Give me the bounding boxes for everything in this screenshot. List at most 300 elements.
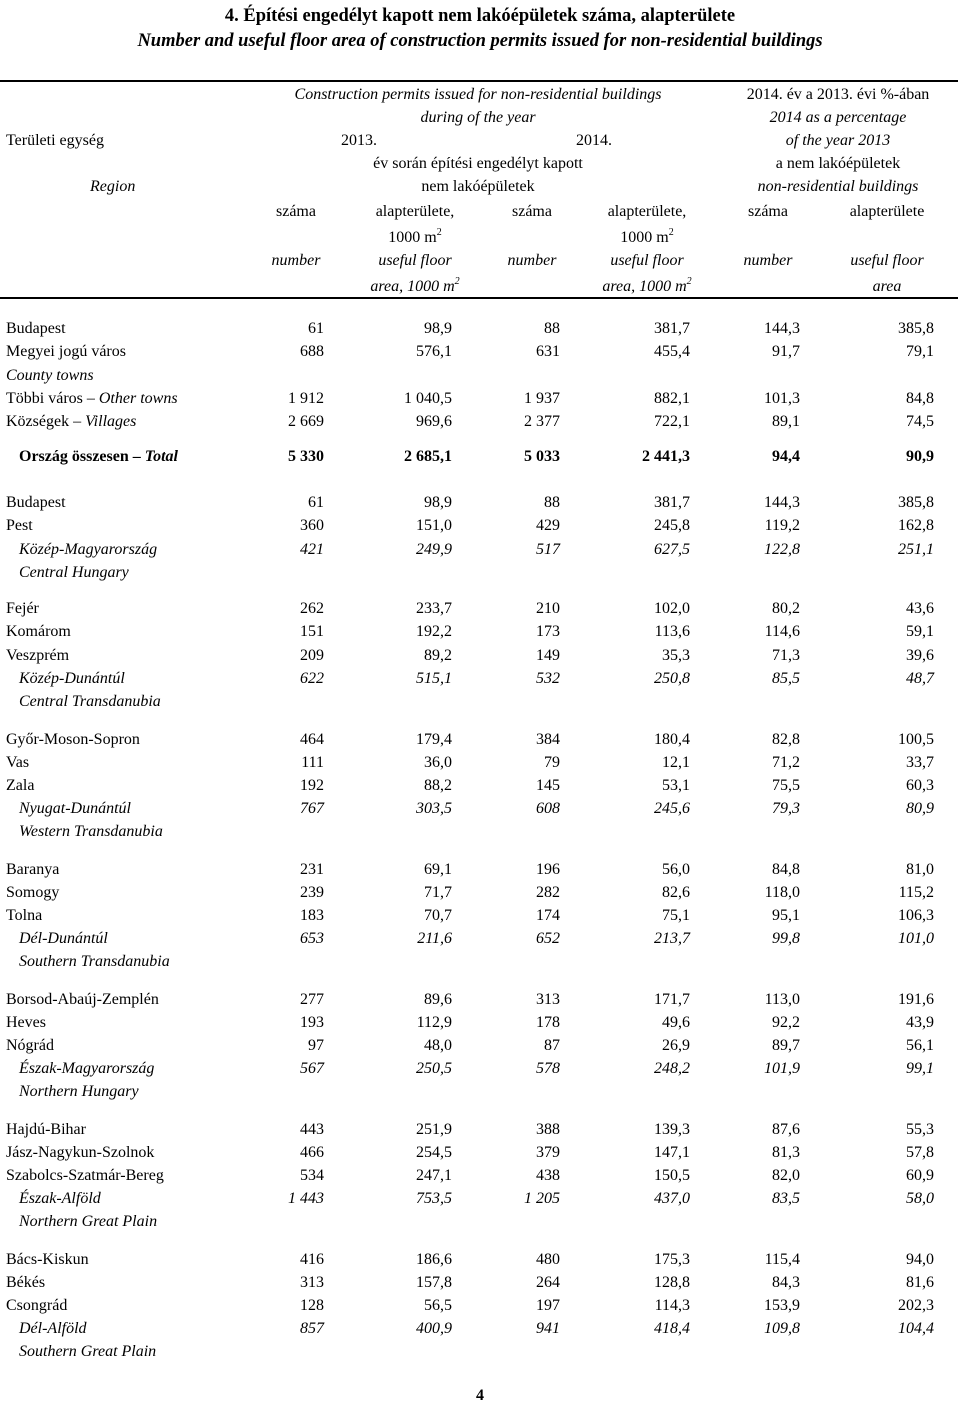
col-number-hu-2: száma xyxy=(512,203,552,220)
row-label: Pest xyxy=(6,517,33,534)
cell-value: 247,1 xyxy=(416,1167,452,1184)
cell-value: 466 xyxy=(300,1144,324,1161)
table-row xyxy=(0,1057,958,1080)
cell-value: 69,1 xyxy=(424,861,452,878)
header-pct-sub-en: non-residential buildings xyxy=(757,178,919,195)
cell-value: 89,6 xyxy=(424,991,452,1008)
col-area-en-area-3: area xyxy=(872,278,902,295)
cell-value: 653 xyxy=(300,930,324,947)
cell-value: 418,4 xyxy=(654,1320,690,1337)
cell-value: 515,1 xyxy=(416,670,452,687)
cell-value: 71,3 xyxy=(772,647,800,664)
cell-value: 70,7 xyxy=(424,907,452,924)
row-label: Szabolcs-Szatmár-Bereg xyxy=(6,1167,164,1184)
cell-value: 61 xyxy=(308,494,324,511)
cell-value: 191,6 xyxy=(898,991,934,1008)
cell-value: 2 377 xyxy=(524,413,560,430)
header-pct-en-2: of the year 2013 xyxy=(785,132,891,149)
cell-value: 88,2 xyxy=(424,777,452,794)
col-number-hu-3: száma xyxy=(748,203,788,220)
cell-value: 98,9 xyxy=(424,494,452,511)
header-year-2013: 2013. xyxy=(341,132,377,149)
row-label: Közép-Dunántúl xyxy=(19,670,125,687)
row-label: Komárom xyxy=(6,623,71,640)
cell-value: 209 xyxy=(300,647,324,664)
cell-value: 94,0 xyxy=(906,1251,934,1268)
cell-value: 114,3 xyxy=(654,1297,690,1314)
table-row xyxy=(0,1011,958,1034)
table-row xyxy=(0,597,958,620)
col-number-en-2: number xyxy=(507,252,557,269)
cell-value: 183 xyxy=(300,907,324,924)
cell-value: 464 xyxy=(300,731,324,748)
cell-value: 631 xyxy=(536,343,560,360)
cell-value: 128,8 xyxy=(654,1274,690,1291)
col-area-unit-1: 1000 $m^2$ xyxy=(388,226,442,246)
cell-value: 197 xyxy=(536,1297,560,1314)
col-area-en-1: useful floor xyxy=(378,252,452,269)
cell-value: 39,6 xyxy=(906,647,934,664)
cell-value: 75,5 xyxy=(772,777,800,794)
row-label-hu: Ország összesen – xyxy=(19,448,145,465)
cell-value: 857 xyxy=(300,1320,324,1337)
cell-value: 60,3 xyxy=(906,777,934,794)
table-row xyxy=(0,561,958,584)
row-label: Budapest xyxy=(6,494,66,511)
cell-value: 74,5 xyxy=(906,413,934,430)
cell-value: 82,8 xyxy=(772,731,800,748)
table-row xyxy=(0,904,958,927)
cell-value: 144,3 xyxy=(764,320,800,337)
cell-value: 48,0 xyxy=(424,1037,452,1054)
cell-value: 282 xyxy=(536,884,560,901)
table-row xyxy=(0,1034,958,1057)
row-label-hu: Többi város – xyxy=(6,390,99,407)
cell-value: 111 xyxy=(301,754,324,771)
cell-value: 71,7 xyxy=(424,884,452,901)
cell-value: 767 xyxy=(300,800,324,817)
cell-value: 192 xyxy=(300,777,324,794)
row-label: Zala xyxy=(6,777,35,794)
cell-value: 753,5 xyxy=(416,1190,452,1207)
row-label-english: County towns xyxy=(6,367,94,384)
cell-value: 80,9 xyxy=(906,800,934,817)
cell-value: 56,5 xyxy=(424,1297,452,1314)
cell-value: 56,1 xyxy=(906,1037,934,1054)
col-area-en-unit-1: area, 1000 $m^2$ xyxy=(370,275,460,295)
cell-value: 429 xyxy=(536,517,560,534)
cell-value: 5 330 xyxy=(288,448,324,465)
cell-value: 48,7 xyxy=(906,670,934,687)
cell-value: 2 669 xyxy=(288,413,324,430)
table-row xyxy=(0,538,958,561)
header-bottom-rule xyxy=(0,297,958,299)
table-row xyxy=(0,410,958,433)
col-number-en-1: number xyxy=(271,252,321,269)
cell-value: 245,8 xyxy=(654,517,690,534)
cell-value: 627,5 xyxy=(654,541,690,558)
col-number-en-3: number xyxy=(743,252,793,269)
cell-value: 153,9 xyxy=(764,1297,800,1314)
row-label: Nógrád xyxy=(6,1037,54,1054)
table-row xyxy=(0,445,958,468)
cell-value: 149 xyxy=(536,647,560,664)
cell-value: 12,1 xyxy=(662,754,690,771)
header-year-2014: 2014. xyxy=(576,132,612,149)
cell-value: 139,3 xyxy=(654,1121,690,1138)
cell-value: 941 xyxy=(536,1320,560,1337)
table-row xyxy=(0,690,958,713)
header-permits-hu-2: nem lakóépületek xyxy=(421,178,535,195)
header-region-hu: Területi egység xyxy=(6,132,104,149)
cell-value: 113,0 xyxy=(764,991,800,1008)
table-row xyxy=(0,751,958,774)
cell-value: 59,1 xyxy=(906,623,934,640)
cell-value: 81,6 xyxy=(906,1274,934,1291)
table-row xyxy=(0,317,958,340)
table-row xyxy=(0,620,958,643)
cell-value: 578 xyxy=(536,1060,560,1077)
cell-value: 109,8 xyxy=(764,1320,800,1337)
cell-value: 5 033 xyxy=(524,448,560,465)
cell-value: 84,8 xyxy=(772,861,800,878)
cell-value: 186,6 xyxy=(416,1251,452,1268)
cell-value: 210 xyxy=(536,600,560,617)
table-row xyxy=(0,1340,958,1363)
table-row xyxy=(0,1317,958,1340)
cell-value: 75,1 xyxy=(662,907,690,924)
cell-value: 92,2 xyxy=(772,1014,800,1031)
table-row xyxy=(0,514,958,537)
cell-value: 83,5 xyxy=(772,1190,800,1207)
cell-value: 87,6 xyxy=(772,1121,800,1138)
cell-value: 88 xyxy=(544,320,560,337)
cell-value: 534 xyxy=(300,1167,324,1184)
cell-value: 106,3 xyxy=(898,907,934,924)
cell-value: 151 xyxy=(300,623,324,640)
col-area-unit-2: 1000 $m^2$ xyxy=(620,226,674,246)
cell-value: 437,0 xyxy=(654,1190,690,1207)
cell-value: 381,7 xyxy=(654,320,690,337)
cell-value: 157,8 xyxy=(416,1274,452,1291)
row-label xyxy=(6,387,178,410)
cell-value: 264 xyxy=(536,1274,560,1291)
cell-value: 79 xyxy=(544,754,560,771)
cell-value: 231 xyxy=(300,861,324,878)
cell-value: 251,9 xyxy=(416,1121,452,1138)
cell-value: 567 xyxy=(300,1060,324,1077)
cell-value: 26,9 xyxy=(662,1037,690,1054)
table-row xyxy=(0,1164,958,1187)
row-label: Dél-Dunántúl xyxy=(19,930,108,947)
cell-value: 1 040,5 xyxy=(404,390,452,407)
cell-value: 249,9 xyxy=(416,541,452,558)
cell-value: 245,6 xyxy=(654,800,690,817)
cell-value: 81,0 xyxy=(906,861,934,878)
cell-value: 91,7 xyxy=(772,343,800,360)
cell-value: 179,4 xyxy=(416,731,452,748)
table-row xyxy=(0,728,958,751)
cell-value: 60,9 xyxy=(906,1167,934,1184)
row-label-english: Central Transdanubia xyxy=(19,693,161,710)
cell-value: 36,0 xyxy=(424,754,452,771)
row-label: Hajdú-Bihar xyxy=(6,1121,86,1138)
cell-value: 722,1 xyxy=(654,413,690,430)
cell-value: 576,1 xyxy=(416,343,452,360)
cell-value: 303,5 xyxy=(416,800,452,817)
cell-value: 81,3 xyxy=(772,1144,800,1161)
row-label-english: Central Hungary xyxy=(19,564,129,581)
cell-value: 97 xyxy=(308,1037,324,1054)
table-row xyxy=(0,1141,958,1164)
header-permits-en-2: during of the year xyxy=(420,109,536,126)
cell-value: 360 xyxy=(300,517,324,534)
table-row xyxy=(0,988,958,1011)
title-english: Number and useful floor area of construction permits issued for non-residential buildings xyxy=(137,31,823,51)
cell-value: 99,1 xyxy=(906,1060,934,1077)
cell-value: 400,9 xyxy=(416,1320,452,1337)
row-label-english: Western Transdanubia xyxy=(19,823,163,840)
cell-value: 455,4 xyxy=(654,343,690,360)
header-permits-en-1: Construction permits issued for non-residential buildings xyxy=(294,86,662,103)
table-row xyxy=(0,774,958,797)
row-label: Budapest xyxy=(6,320,66,337)
row-label: Jász-Nagykun-Szolnok xyxy=(6,1144,155,1161)
cell-value: 443 xyxy=(300,1121,324,1138)
row-label: Békés xyxy=(6,1274,46,1291)
cell-value: 421 xyxy=(300,541,324,558)
table-row xyxy=(0,1271,958,1294)
row-label-english: Northern Hungary xyxy=(19,1083,139,1100)
cell-value: 35,3 xyxy=(662,647,690,664)
cell-value: 250,5 xyxy=(416,1060,452,1077)
row-label: Somogy xyxy=(6,884,60,901)
cell-value: 385,8 xyxy=(898,494,934,511)
cell-value: 79,3 xyxy=(772,800,800,817)
cell-value: 53,1 xyxy=(662,777,690,794)
cell-value: 55,3 xyxy=(906,1121,934,1138)
cell-value: 174 xyxy=(536,907,560,924)
cell-value: 688 xyxy=(300,343,324,360)
cell-value: 57,8 xyxy=(906,1144,934,1161)
table-row xyxy=(0,1080,958,1103)
row-label xyxy=(6,410,136,433)
table-row xyxy=(0,1187,958,1210)
col-area-hu-3: alapterülete xyxy=(849,203,925,220)
table-row xyxy=(0,1294,958,1317)
cell-value: 196 xyxy=(536,861,560,878)
cell-value: 88 xyxy=(544,494,560,511)
cell-value: 517 xyxy=(536,541,560,558)
table-row xyxy=(0,858,958,881)
cell-value: 112,9 xyxy=(416,1014,452,1031)
row-label: Nyugat-Dunántúl xyxy=(19,800,131,817)
row-label-en: Other towns xyxy=(98,390,178,407)
cell-value: 101,3 xyxy=(764,390,800,407)
row-label: Csongrád xyxy=(6,1297,68,1314)
cell-value: 379 xyxy=(536,1144,560,1161)
cell-value: 43,9 xyxy=(906,1014,934,1031)
row-label: Tolna xyxy=(6,907,43,924)
cell-value: 384 xyxy=(536,731,560,748)
row-label: Borsod-Abaúj-Zemplén xyxy=(6,991,159,1008)
header-region-en: Region xyxy=(90,178,136,195)
row-label: Bács-Kiskun xyxy=(6,1251,89,1268)
cell-value: 56,0 xyxy=(662,861,690,878)
cell-value: 882,1 xyxy=(654,390,690,407)
row-label-en: Villages xyxy=(85,413,137,430)
cell-value: 213,7 xyxy=(654,930,690,947)
cell-value: 192,2 xyxy=(416,623,452,640)
cell-value: 87 xyxy=(544,1037,560,1054)
cell-value: 622 xyxy=(300,670,324,687)
table-row xyxy=(0,1118,958,1141)
cell-value: 82,6 xyxy=(662,884,690,901)
cell-value: 1 205 xyxy=(524,1190,560,1207)
cell-value: 49,6 xyxy=(662,1014,690,1031)
cell-value: 1 937 xyxy=(524,390,560,407)
cell-value: 85,5 xyxy=(772,670,800,687)
cell-value: 438 xyxy=(536,1167,560,1184)
cell-value: 178 xyxy=(536,1014,560,1031)
header-permits-hu-1: év során építési engedélyt kapott xyxy=(373,155,583,172)
cell-value: 2 685,1 xyxy=(404,448,452,465)
cell-value: 277 xyxy=(300,991,324,1008)
row-label: Baranya xyxy=(6,861,60,878)
table-row xyxy=(0,364,958,387)
row-label-english: Northern Great Plain xyxy=(19,1213,158,1230)
cell-value: 193 xyxy=(300,1014,324,1031)
title-hungarian: 4. Építési engedélyt kapott nem lakóépületek száma, alapterülete xyxy=(224,6,736,26)
row-label: Győr-Moson-Sopron xyxy=(6,731,140,748)
row-label: Heves xyxy=(6,1014,46,1031)
header-pct-en-1: 2014 as a percentage xyxy=(769,109,907,126)
cell-value: 162,8 xyxy=(898,517,934,534)
cell-value: 1 912 xyxy=(288,390,324,407)
row-label: Dél-Alföld xyxy=(19,1320,87,1337)
cell-value: 150,5 xyxy=(654,1167,690,1184)
cell-value: 100,5 xyxy=(898,731,934,748)
cell-value: 239 xyxy=(300,884,324,901)
cell-value: 2 441,3 xyxy=(642,448,690,465)
cell-value: 89,2 xyxy=(424,647,452,664)
table-row xyxy=(0,797,958,820)
header-pct-sub-hu: a nem lakóépületek xyxy=(775,155,901,172)
cell-value: 90,9 xyxy=(906,448,934,465)
row-label: Közép-Magyarország xyxy=(19,541,158,558)
cell-value: 173 xyxy=(536,623,560,640)
row-label: Észak-Magyarország xyxy=(19,1060,155,1077)
table-row xyxy=(0,340,958,363)
cell-value: 128 xyxy=(300,1297,324,1314)
cell-value: 251,1 xyxy=(898,541,934,558)
cell-value: 608 xyxy=(536,800,560,817)
cell-value: 101,0 xyxy=(898,930,934,947)
row-label xyxy=(19,445,178,468)
cell-value: 89,1 xyxy=(772,413,800,430)
cell-value: 202,3 xyxy=(898,1297,934,1314)
cell-value: 119,2 xyxy=(764,517,800,534)
cell-value: 101,9 xyxy=(764,1060,800,1077)
cell-value: 233,7 xyxy=(416,600,452,617)
row-label: Megyei jogú város xyxy=(6,343,126,360)
cell-value: 114,6 xyxy=(764,623,800,640)
cell-value: 313 xyxy=(536,991,560,1008)
page-number: 4 xyxy=(476,1387,484,1404)
table-row xyxy=(0,491,958,514)
row-label: Észak-Alföld xyxy=(19,1190,101,1207)
cell-value: 171,7 xyxy=(654,991,690,1008)
cell-value: 254,5 xyxy=(416,1144,452,1161)
table-row xyxy=(0,667,958,690)
cell-value: 175,3 xyxy=(654,1251,690,1268)
cell-value: 151,0 xyxy=(416,517,452,534)
cell-value: 94,4 xyxy=(772,448,800,465)
cell-value: 248,2 xyxy=(654,1060,690,1077)
table-row xyxy=(0,950,958,973)
cell-value: 122,8 xyxy=(764,541,800,558)
cell-value: 89,7 xyxy=(772,1037,800,1054)
cell-value: 58,0 xyxy=(906,1190,934,1207)
cell-value: 388 xyxy=(536,1121,560,1138)
cell-value: 33,7 xyxy=(906,754,934,771)
cell-value: 95,1 xyxy=(772,907,800,924)
row-label: Veszprém xyxy=(6,647,70,664)
cell-value: 102,0 xyxy=(654,600,690,617)
cell-value: 104,4 xyxy=(898,1320,934,1337)
cell-value: 144,3 xyxy=(764,494,800,511)
table-row xyxy=(0,881,958,904)
cell-value: 61 xyxy=(308,320,324,337)
col-number-hu-1: száma xyxy=(276,203,316,220)
cell-value: 145 xyxy=(536,777,560,794)
table-row xyxy=(0,820,958,843)
row-label-en: Total xyxy=(144,448,178,465)
cell-value: 71,2 xyxy=(772,754,800,771)
cell-value: 82,0 xyxy=(772,1167,800,1184)
header-pct-hu: 2014. év a 2013. évi %-ában xyxy=(746,86,930,103)
row-label-english: Southern Transdanubia xyxy=(19,953,170,970)
table-top-rule xyxy=(0,80,958,82)
cell-value: 147,1 xyxy=(654,1144,690,1161)
cell-value: 969,6 xyxy=(416,413,452,430)
cell-value: 1 443 xyxy=(288,1190,324,1207)
cell-value: 416 xyxy=(300,1251,324,1268)
cell-value: 115,2 xyxy=(898,884,934,901)
cell-value: 84,8 xyxy=(906,390,934,407)
cell-value: 99,8 xyxy=(772,930,800,947)
cell-value: 313 xyxy=(300,1274,324,1291)
col-area-en-3: useful floor xyxy=(850,252,924,269)
cell-value: 79,1 xyxy=(906,343,934,360)
row-label-hu: Községek – xyxy=(6,413,86,430)
row-label: Fejér xyxy=(6,600,39,617)
table-row xyxy=(0,927,958,950)
cell-value: 43,6 xyxy=(906,600,934,617)
cell-value: 262 xyxy=(300,600,324,617)
cell-value: 532 xyxy=(536,670,560,687)
table-row xyxy=(0,644,958,667)
col-area-hu-1: alapterülete, xyxy=(375,203,455,220)
col-area-en-2: useful floor xyxy=(610,252,684,269)
cell-value: 80,2 xyxy=(772,600,800,617)
cell-value: 381,7 xyxy=(654,494,690,511)
cell-value: 480 xyxy=(536,1251,560,1268)
table-row xyxy=(0,387,958,410)
cell-value: 652 xyxy=(536,930,560,947)
cell-value: 118,0 xyxy=(764,884,800,901)
row-label: Vas xyxy=(6,754,30,771)
